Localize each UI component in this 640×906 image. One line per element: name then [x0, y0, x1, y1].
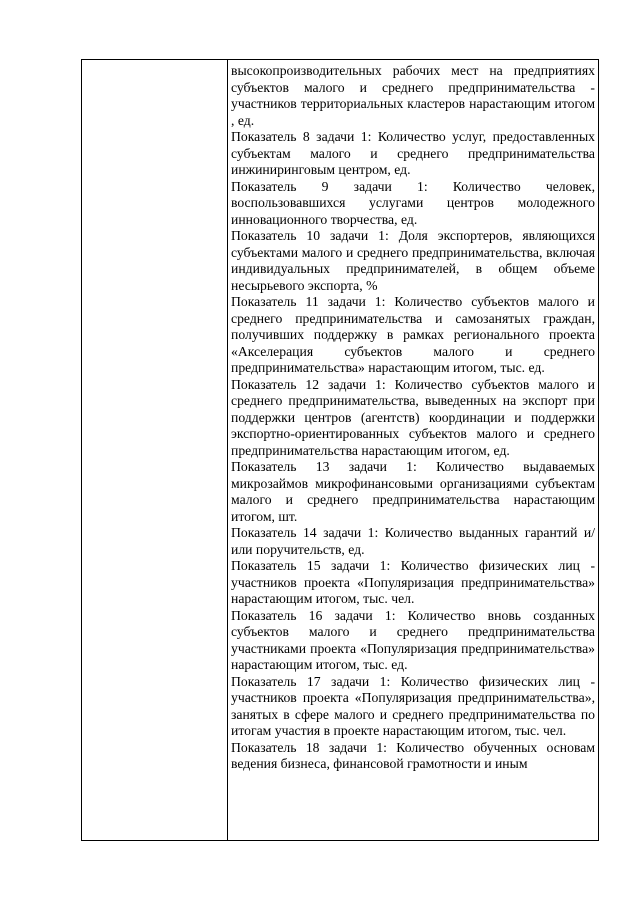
table-right-cell [228, 60, 598, 840]
indicator-paragraph-13: Показатель 13 задачи 1: Количество выдаваемых микрозаймов микрофинансовыми организациями субъектам малого и среднего предпринимательства нарастающим итогом, шт. [231, 459, 595, 524]
indicator-paragraph-11: Показатель 11 задачи 1: Количество субъектов малого и среднего предпринимательства и самозанятых граждан, получивших поддержку в рамках регионального проекта «Акселерация субъектов малого и среднего предпринимательства» нарастающим итогом, тыс. ед. [231, 294, 595, 375]
indicator-paragraph-17: Показатель 17 задачи 1: Количество физических лиц - участников проекта «Популяризация предпринимательства», занятых в сфере малого и среднего предпринимательства по итогам участия в проекте нарастающим итогом, тыс. чел. [231, 673, 595, 738]
indicator-table [81, 59, 599, 841]
indicator-paragraph-15: Показатель 15 задачи 1: Количество физических лиц - участников проекта «Популяризация предпринимательства» нарастающим итогом, тыс. чел. [231, 558, 595, 606]
indicator-paragraph-12: Показатель 12 задачи 1: Количество субъектов малого и среднего предпринимательства, выведенных на экспорт при поддержки центров (агентств) координации и поддержки экспортно-ориентированных субъектов малого и среднего предпринимательства нарастающим итогом, ед. [231, 376, 595, 458]
indicator-paragraph-10: Показатель 10 задачи 1: Доля экспортеров, являющихся субъектами малого и среднего предпринимательства, включая индивидуальных предпринимателей, в общем объеме несырьевого экспорта, % [231, 228, 595, 293]
indicator-paragraph-8: Показатель 8 задачи 1: Количество услуг, предоставленных субъектам малого и среднего предпринимательства инжиниринговым центром, ед. [231, 129, 595, 177]
indicator-paragraph-14: Показатель 14 задачи 1: Количество выданных гарантий и/или поручительств, ед. [231, 525, 595, 557]
indicator-paragraph-18: Показатель 18 задачи 1: Количество обученных основам ведения бизнеса, финансовой грамотности и иным [231, 739, 595, 771]
indicator-paragraph-16: Показатель 16 задачи 1: Количество вновь созданных субъектов малого и среднего предпринимательства участниками проекта «Популяризация предпринимательства» нарастающим итогом, тыс. ед. [231, 607, 595, 672]
indicator-paragraph-9: Показатель 9 задачи 1: Количество человек, воспользовавшихся услугами центров молодежного инновационного творчества, ед. [231, 178, 595, 227]
table-left-cell [82, 60, 228, 840]
indicator-paragraph-0: высокопроизводительных рабочих мест на предприятиях субъектов малого и среднего предпринимательства - участников территориальных кластеров нарастающим итогом , ед. [231, 63, 595, 128]
